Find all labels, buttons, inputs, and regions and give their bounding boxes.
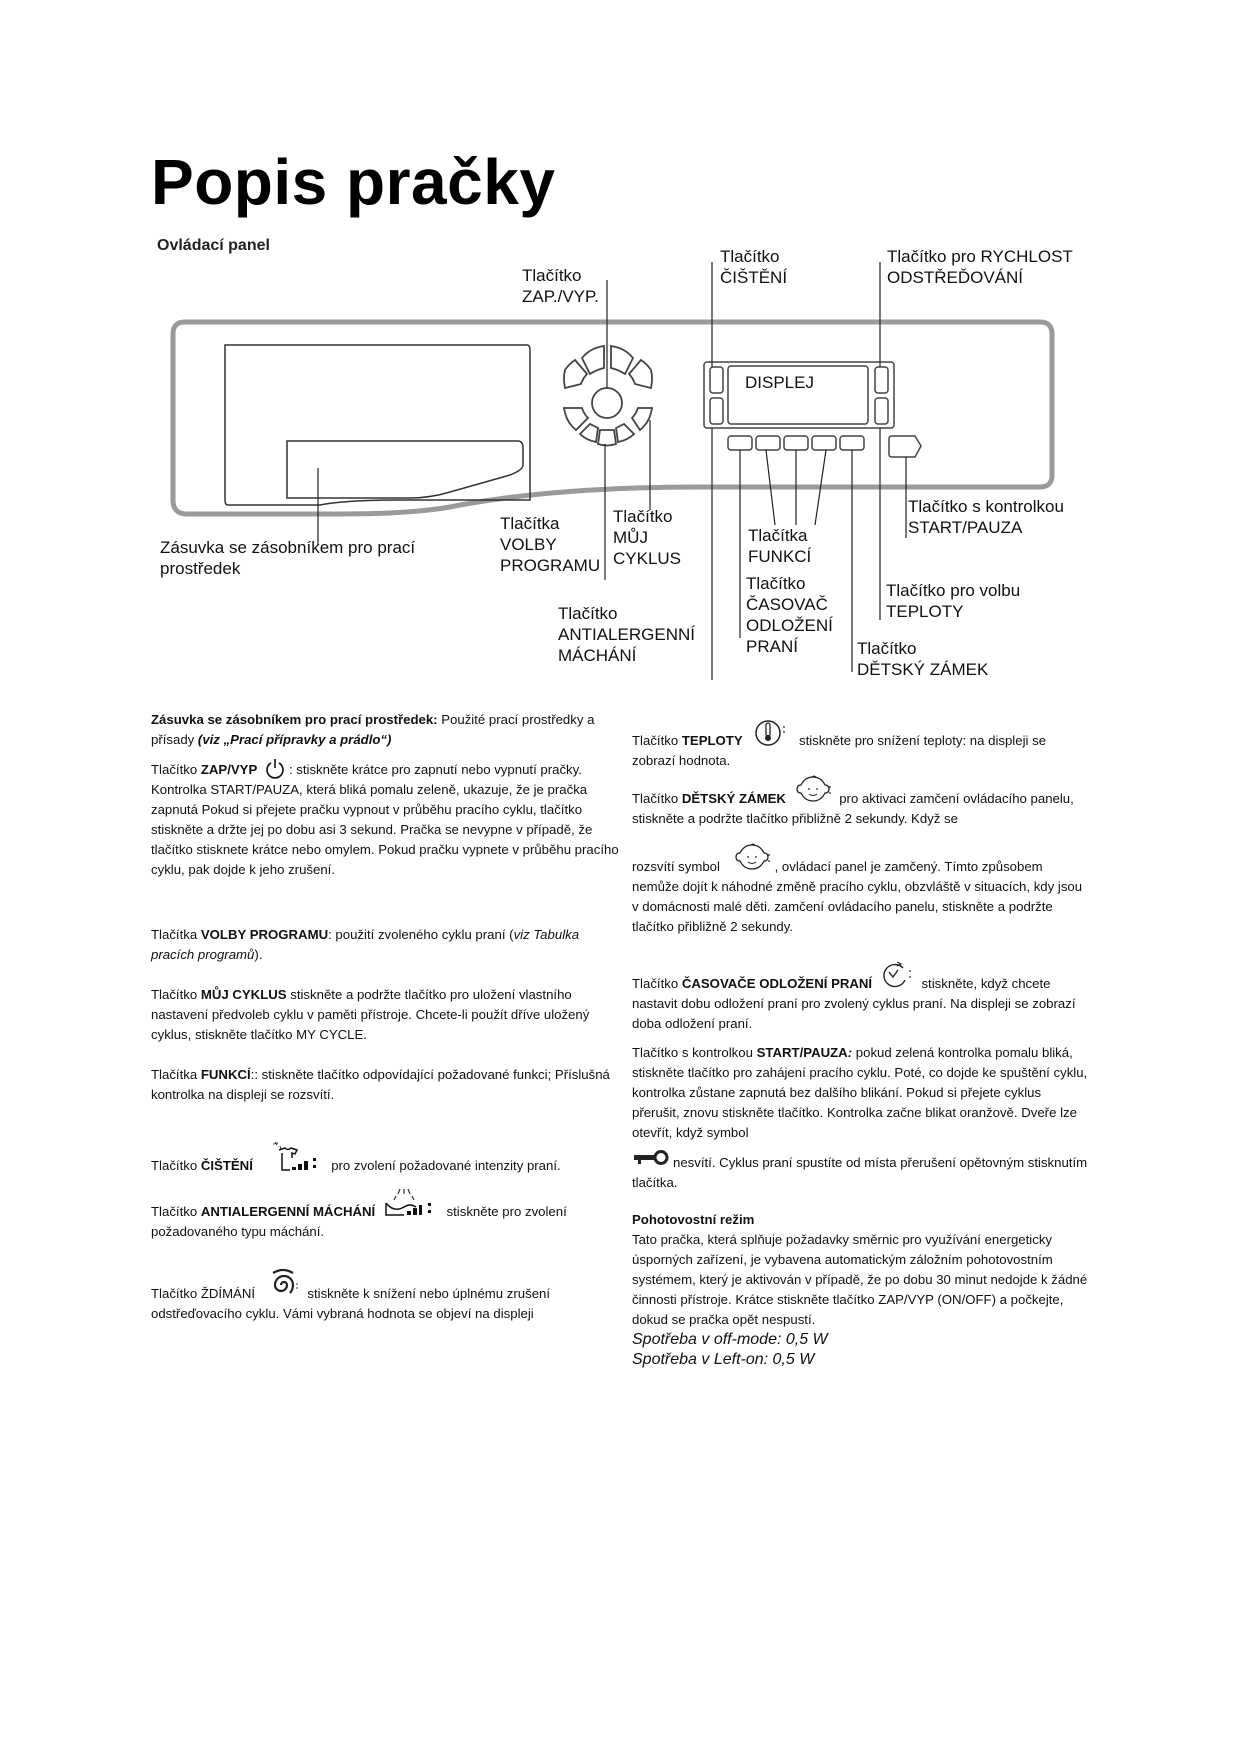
para-power: Tlačítko ZAP/VYP : stiskněte krátce pro zapnutí nebo vypnutí pračky. Kontrolka START/PAUZA, která bliká pomalu zeleně, ukazuje, že je pračka zapnutá Pokud si přejete pračku vypnout v průběhu pracího cyklu, tlačítko stiskněte a držte jej po dobu asi 3 sekund. Pračka se nevypne v případě, že tlačítko stisknete krátce nebo omylem. Pokud pračku vypnete v průběhu pracího cyklu, pak dojde k jeho zrušení. bbox=[151, 758, 621, 880]
key-icon bbox=[632, 1149, 670, 1167]
para-my-cycle: Tlačítko MŮJ CYKLUS stiskněte a podržte tlačítko pro uložení vlastního nastavení předvoleb cyklu v paměti přístroje. Chcete-li použít dříve uložený cyklus, stiskněte tlačítko MY CYCLE. bbox=[151, 987, 590, 1042]
callout-delay-timer: Tlačítko ČASOVAČ ODLOŽENÍ PRANÍ bbox=[746, 574, 833, 656]
callout-child-lock: Tlačítko DĚTSKÝ ZÁMEK bbox=[857, 639, 989, 679]
callout-cleaning: Tlačítko ČIŠTĚNÍ bbox=[720, 247, 788, 287]
callout-my-cycle: Tlačítko MŮJ CYKLUS bbox=[613, 507, 682, 568]
control-panel-diagram bbox=[0, 0, 1241, 700]
para-spin: Tlačítko ŽDÍMÁNÍ stiskněte k snížení nebo úplnému zrušení odstřeďovacího cyklu. Vámi vybraná hodnota se objeví na displeji bbox=[151, 1268, 621, 1324]
callout-program-select: Tlačítka VOLBY PROGRAMU bbox=[500, 514, 601, 575]
callout-drawer: Zásuvka se zásobníkem pro prací prostředek bbox=[160, 538, 416, 578]
standby-heading: Pohotovostní režim bbox=[632, 1212, 755, 1227]
callout-start-pause: Tlačítko s kontrolkou START/PAUZA bbox=[908, 497, 1064, 537]
rinse-icon bbox=[382, 1187, 440, 1219]
baby-face-icon bbox=[793, 775, 833, 805]
spin-icon bbox=[267, 1268, 301, 1302]
standby-text: Tato pračka, která splňuje požadavky směrnic pro využívání energeticky úsporných zařízení, je vybavena automatickým záložním pohotovostním systémem, který je aktivován v případě, že po dobu 30 minut nedojde k žádné činnosti přístroje. Krátce stiskněte tlačítko ZAP/VYP (ON/OFF) a počkejte, dokud se pračka opět nespustí. bbox=[632, 1232, 1088, 1327]
thermometer-icon bbox=[754, 718, 792, 748]
para-program: Tlačítka VOLBY PROGRAMU: použití zvoleného cyklu praní (viz Tabulka pracích programů). bbox=[151, 927, 580, 962]
para-start-pause: Tlačítko s kontrolkou START/PAUZA: pokud zelená kontrolka pomalu bliká, stiskněte tlačítko pro zahájení pracího cyklu. Poté, co dojde ke spuštění cyklu, kontrolka zůstane zapnutá bez dalšího blikání. Pokud si přejete cyklus přerušit, znovu stiskněte tlačítko. Kontrolka začne blikat oranžově. Dveře lze otevřít, když symbol nesvítí. Cyklus praní spustíte od místa přerušení opětovným stisknutím tlačítka. bbox=[632, 1045, 1088, 1190]
para-temperature: Tlačítko TEPLOTY stiskněte pro snížení teploty: na displeji se zobrazí hodnota. bbox=[632, 718, 1092, 771]
para-cleaning: Tlačítko ČIŠTĚNÍ pro zvolení požadované intenzity praní. bbox=[151, 1140, 621, 1176]
para-drawer: Zásuvka se zásobníkem pro prací prostředek: Použité prací prostředky a přísady (viz „Prací přípravky a prádlo“) bbox=[151, 712, 595, 747]
drawer-outline bbox=[225, 345, 530, 505]
clock-timer-icon bbox=[879, 960, 915, 990]
section-title: Ovládací panel bbox=[157, 237, 270, 254]
program-ring bbox=[564, 346, 652, 446]
consumption-left-on: Spotřeba v Left-on: 0,5 W bbox=[632, 1351, 815, 1368]
callout-spin-speed: Tlačítko pro RYCHLOST ODSTŘEĎOVÁNÍ bbox=[887, 247, 1073, 287]
para-functions: Tlačítka FUNKCÍ:: stiskněte tlačítko odpovídající požadované funkci; Příslušná kontrolka na displeji se rozsvítí. bbox=[151, 1067, 610, 1102]
start-pause-button bbox=[889, 436, 921, 457]
section-standby bbox=[632, 1210, 1092, 1370]
shirt-intensity-icon bbox=[265, 1140, 325, 1174]
baby-face-icon-lit bbox=[732, 843, 772, 873]
display-label: DISPLEJ bbox=[745, 373, 814, 392]
panel-outline bbox=[173, 322, 1052, 514]
power-icon bbox=[264, 758, 286, 780]
para-delay-timer: Tlačítko ČASOVAČE ODLOŽENÍ PRANÍ stiskněte, když chcete nastavit dobu odložení praní pro zvolený cyklus praní. Na displeji se zobrazí doba odložení praní. bbox=[632, 960, 1092, 1034]
consumption-off-mode: Spotřeba v off-mode: 0,5 W bbox=[632, 1331, 828, 1348]
para-child-lock: Tlačítko DĚTSKÝ ZÁMEK pro aktivaci zamčení ovládacího panelu, stiskněte a podržte tlačítko přibližně 2 sekundy. Když se rozsvítí symbol , ovládací panel je zamčený. Tímto způsobem nemůže dojít k náhodné změně pracího cyklu, obzvláště v situacích, kdy jsou v domácnosti malé děti. zamčení ovládacího panelu, stiskněte a podržte tlačítko přibližně 2 sekundy. bbox=[632, 775, 1092, 937]
display-frame bbox=[704, 362, 894, 428]
function-buttons bbox=[728, 436, 864, 450]
drawer-handle bbox=[287, 441, 523, 498]
callout-temperature: Tlačítko pro volbu TEPLOTY bbox=[886, 581, 1021, 621]
callout-functions: Tlačítka FUNKCÍ bbox=[748, 526, 812, 566]
para-rinse: Tlačítko ANTIALERGENNÍ MÁCHÁNÍ stiskněte pro zvolení požadovaného typu máchání. bbox=[151, 1187, 621, 1242]
callout-power: Tlačítko ZAP./VYP. bbox=[522, 266, 599, 306]
page-title: Popis pračky bbox=[151, 146, 556, 218]
callout-anti-allergy: Tlačítko ANTIALERGENNÍ MÁCHÁNÍ bbox=[558, 604, 695, 665]
